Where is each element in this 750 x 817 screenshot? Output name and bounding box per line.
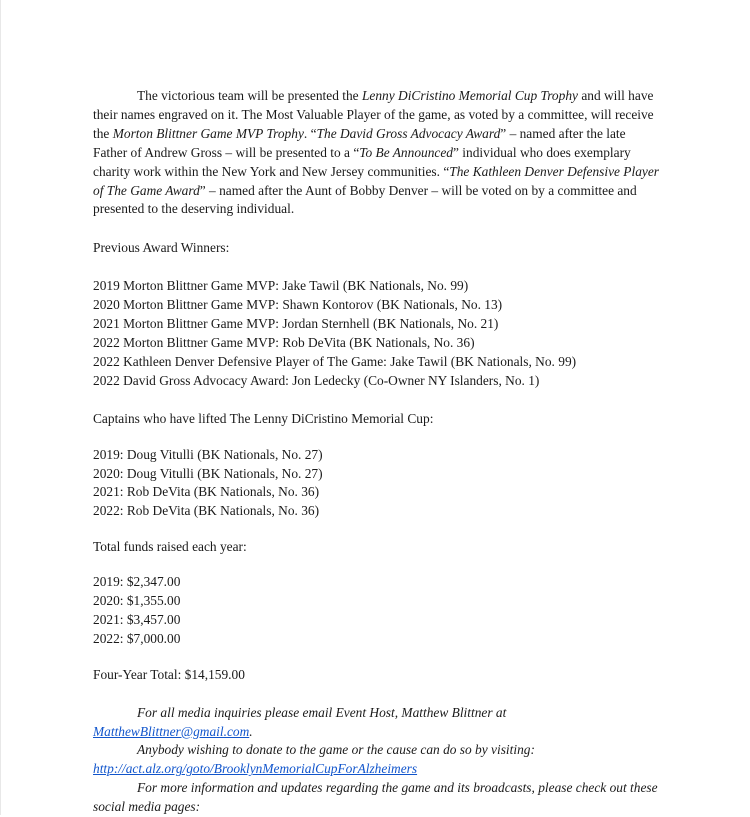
list-item: 2019 Morton Blittner Game MVP: Jake Tawil (BK Nationals, No. 99): [93, 278, 469, 294]
document-body: [93, 87, 663, 817]
list-item: 2022: $7,000.00: [93, 630, 181, 646]
intro-text: and will have their names engraved on it. The Most Valuable Player of the game, as voted by a committee, will receive the: [93, 88, 654, 141]
intro-text: ” – named after the Aunt of Bobby Denver – will be voted on by a committee and presented to the deserving individual.: [93, 182, 637, 217]
list-item: 2020 Morton Blittner Game MVP: Shawn Kontorov (BK Nationals, No. 13): [93, 297, 503, 313]
captains-heading: Captains who have lifted The Lenny DiCristino Memorial Cup:: [93, 410, 434, 426]
donate-link[interactable]: http://act.alz.org/goto/BrooklynMemorialCupForAlzheimers: [93, 761, 418, 777]
list-item: 2022: Rob DeVita (BK Nationals, No. 36): [93, 503, 320, 519]
media-email-link[interactable]: MatthewBlittner@gmail.com: [93, 723, 250, 739]
period-text: .: [249, 723, 253, 739]
defensive-award-name: The Kathleen Denver Defensive Player of The Game Award: [93, 163, 659, 198]
awards-list: [93, 277, 663, 390]
more-info-text: For more information and updates regarding the game and its broadcasts, please check out these social media pages:: [93, 780, 658, 815]
list-item: 2020: Doug Vitulli (BK Nationals, No. 27): [93, 465, 323, 481]
media-inquiries-text: For all media inquiries please email Event Host, Matthew Blittner at: [137, 704, 507, 720]
list-item: 2022 Morton Blittner Game MVP: Rob DeVita (BK Nationals, No. 36): [93, 334, 475, 350]
list-item: 2022 David Gross Advocacy Award: Jon Ledecky (Co-Owner NY Islanders, No. 1): [93, 372, 540, 388]
funds-list: [93, 573, 663, 649]
intro-text: . “: [303, 125, 317, 141]
list-item: 2021 Morton Blittner Game MVP: Jordan Sternhell (BK Nationals, No. 21): [93, 316, 499, 332]
list-item: 2019: Doug Vitulli (BK Nationals, No. 27): [93, 446, 323, 462]
intro-text: The victorious team will be presented the: [137, 88, 362, 103]
mvp-trophy-name: Morton Blittner Game MVP Trophy: [112, 125, 304, 141]
funds-heading: Total funds raised each year:: [93, 539, 247, 555]
donate-text: Anybody wishing to donate to the game or the cause can do so by visiting:: [137, 742, 535, 758]
awards-heading: Previous Award Winners:: [93, 240, 230, 256]
advocacy-award-name: The David Gross Advocacy Award: [316, 125, 501, 141]
list-item: 2020: $1,355.00: [93, 593, 181, 609]
tba-text: To Be Announced: [359, 144, 453, 160]
intro-paragraph: [93, 87, 663, 219]
media-section: [93, 704, 663, 817]
list-item: 2022 Kathleen Denver Defensive Player of The Game: Jake Tawil (BK Nationals, No. 99): [93, 353, 577, 369]
intro-text: ” individual who does exemplary charity work within the New York and New Jersey communities. “: [93, 144, 631, 179]
intro-text: ” – named after the late Father of Andrew Gross – will be presented to a “: [93, 125, 626, 160]
captains-list: [93, 446, 663, 522]
list-item: 2021: $3,457.00: [93, 611, 181, 627]
list-item: 2021: Rob DeVita (BK Nationals, No. 36): [93, 484, 320, 500]
list-item: 2019: $2,347.00: [93, 574, 181, 590]
trophy-name: Lenny DiCristino Memorial Cup Trophy: [361, 88, 578, 103]
funds-total: Four-Year Total: $14,159.00: [93, 666, 245, 682]
